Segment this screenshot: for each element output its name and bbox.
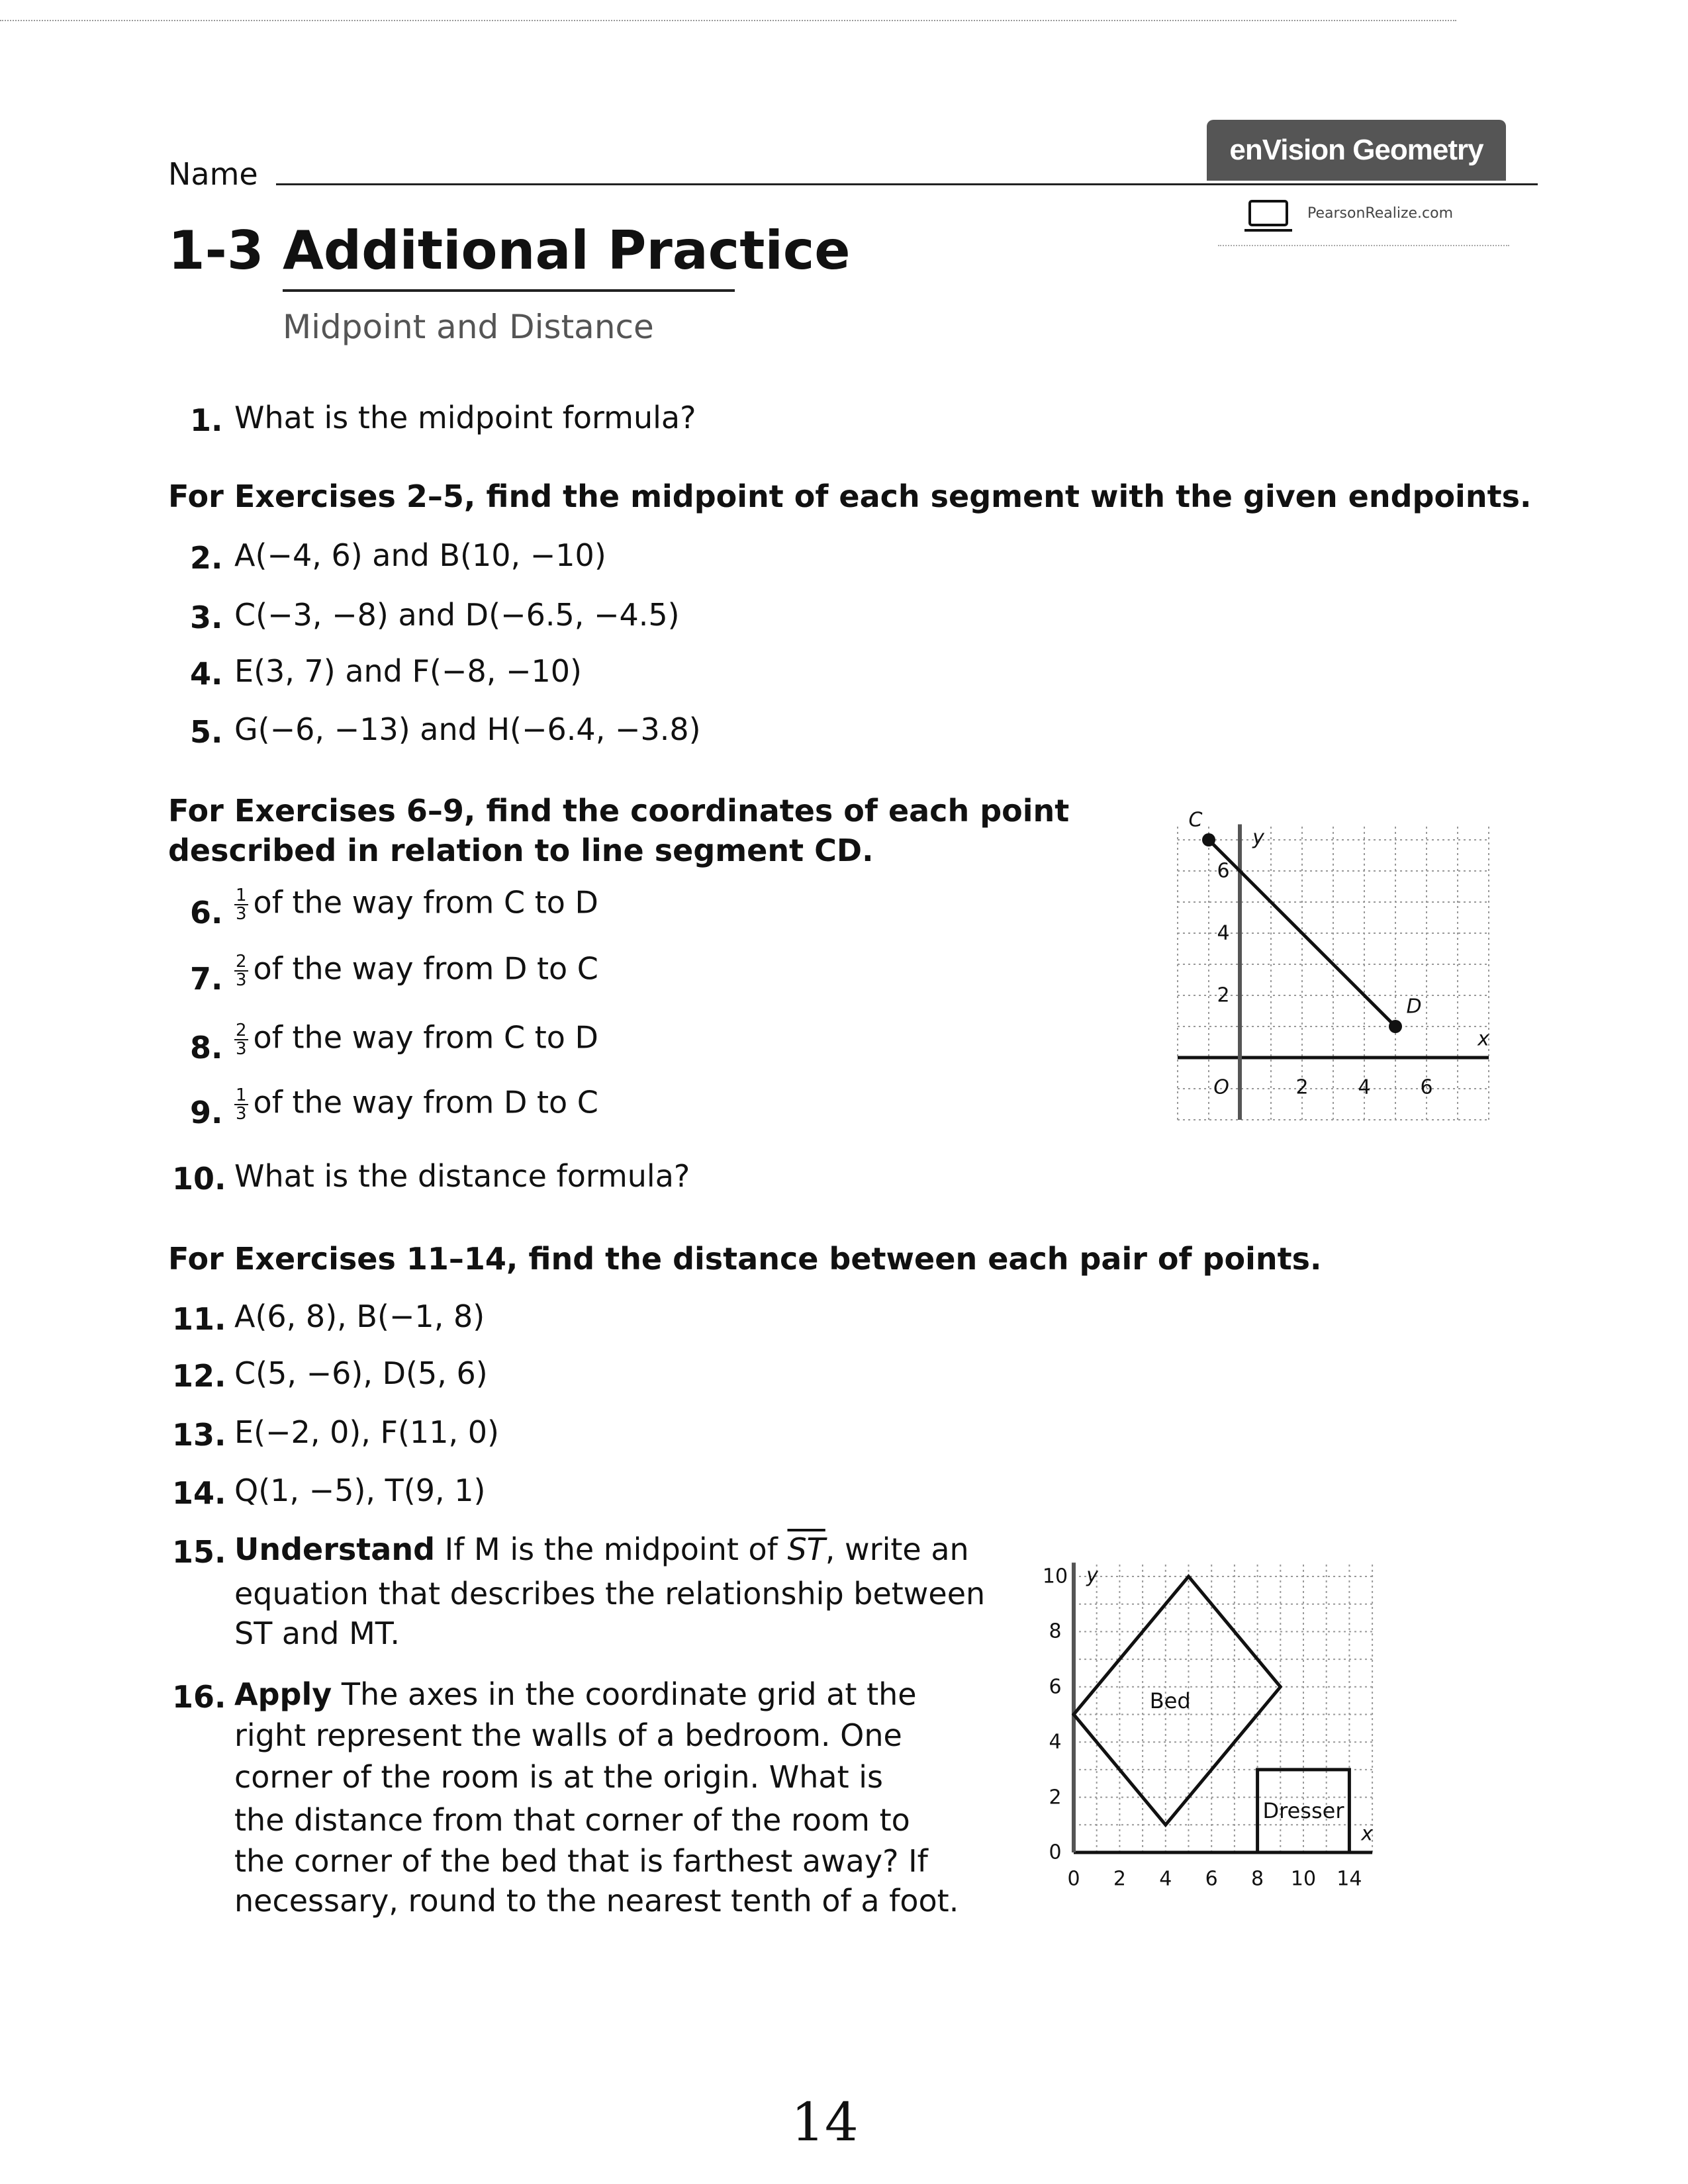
q16-label: Apply	[234, 1676, 332, 1712]
x-tick-label: 14	[1336, 1867, 1362, 1891]
q5-text: G(−6, −13) and H(−6.4, −3.8)	[234, 711, 701, 747]
instructions-6-9-cont: described in relation to line segment CD.	[168, 833, 874, 868]
y-tick-label: 0	[1049, 1841, 1062, 1864]
q11-text: A(6, 8), B(−1, 8)	[234, 1298, 485, 1334]
point-label: C	[1188, 808, 1203, 832]
q13-text: E(−2, 0), F(11, 0)	[234, 1414, 499, 1450]
y-tick-label: 2	[1049, 1786, 1062, 1809]
x-axis-label: x	[1477, 1027, 1489, 1051]
y-tick-label: 4	[1049, 1730, 1062, 1754]
dresser-label: Dresser	[1262, 1798, 1344, 1824]
y-tick-label: 10	[1042, 1565, 1068, 1588]
q1-text: What is the midpoint formula?	[234, 400, 696, 435]
y-tick-label: 8	[1049, 1619, 1062, 1643]
q15-line2: equation that describes the relationship between	[234, 1576, 986, 1612]
q16-line6: necessary, round to the nearest tenth of a foot.	[234, 1883, 959, 1919]
q16-line5: the corner of the bed that is farthest away? If	[234, 1843, 928, 1879]
q2-number: 2.	[190, 540, 223, 576]
point-c	[1202, 833, 1215, 846]
numerator: 1	[236, 886, 247, 905]
y-axis-label: y	[1086, 1564, 1098, 1588]
x-tick-label: 0	[1067, 1867, 1080, 1891]
q8-phrase: of the way from C to D	[253, 1019, 598, 1056]
x-axis-label: x	[1361, 1822, 1373, 1846]
q14-number: 14.	[172, 1475, 226, 1511]
segment-st: $\overline{ST}$	[787, 1531, 825, 1567]
q7-phrase: of the way from D to C	[253, 950, 598, 987]
denominator: 3	[236, 970, 247, 990]
q3-number: 3.	[190, 600, 223, 635]
q9-phrase: of the way from D to C	[253, 1084, 598, 1120]
y-tick-label: 4	[1217, 921, 1230, 945]
brand-logo: enVision Geometry	[1207, 120, 1506, 181]
q7-number: 7.	[190, 961, 223, 997]
numerator: 2	[236, 952, 247, 972]
q4-text: E(3, 7) and F(−8, −10)	[234, 653, 583, 689]
q3-text: C(−3, −8) and D(−6.5, −4.5)	[234, 597, 680, 633]
q6-phrase: of the way from C to D	[253, 884, 598, 921]
y-tick-label: 6	[1217, 859, 1230, 883]
point-label: D	[1406, 995, 1422, 1019]
q9-number: 9.	[190, 1095, 223, 1130]
page-title: Additional Practice	[283, 220, 851, 281]
lesson-number: 1-3	[168, 220, 264, 281]
page-subtitle: Midpoint and Distance	[283, 308, 654, 346]
origin-label: O	[1213, 1075, 1229, 1099]
denominator: 3	[236, 904, 247, 924]
name-label: Name	[168, 156, 258, 192]
q15-text-a: If M is the midpoint of	[435, 1531, 788, 1567]
q14-text: Q(1, −5), T(9, 1)	[234, 1473, 486, 1508]
instructions-2-5: For Exercises 2–5, find the midpoint of each segment with the given endpoints.	[168, 478, 1532, 514]
x-tick-label: 10	[1290, 1867, 1317, 1891]
y-tick-label: 2	[1217, 983, 1230, 1007]
y-axis-label: y	[1252, 826, 1264, 849]
point-d	[1389, 1020, 1402, 1033]
x-tick-label: 8	[1251, 1867, 1264, 1891]
page-number-handwritten: 14	[791, 2091, 859, 2153]
instructions-6-9: For Exercises 6–9, find the coordinates of each point	[168, 793, 1070, 829]
q16-line4: the distance from that corner of the room to	[234, 1802, 910, 1838]
q6-number: 6.	[190, 895, 223, 931]
q11-number: 11.	[172, 1301, 226, 1337]
q1-number: 1.	[190, 402, 223, 438]
x-tick-label: 2	[1113, 1867, 1126, 1891]
instructions-11-14: For Exercises 11–14, find the distance between each pair of points.	[168, 1241, 1322, 1277]
q15-text-b: , write an	[825, 1531, 969, 1567]
q15-number: 15.	[172, 1534, 226, 1570]
q12-number: 12.	[172, 1358, 226, 1394]
q15-label: Understand	[234, 1531, 435, 1567]
denominator: 3	[236, 1039, 247, 1059]
q12-text: C(5, −6), D(5, 6)	[234, 1355, 488, 1391]
numerator: 2	[236, 1021, 247, 1040]
q13-number: 13.	[172, 1417, 226, 1453]
x-tick-label: 4	[1159, 1867, 1172, 1891]
denominator: 3	[236, 1104, 247, 1124]
q16-number: 16.	[172, 1679, 226, 1715]
x-tick-label: 6	[1420, 1075, 1433, 1099]
q15-line3: ST and MT.	[234, 1615, 400, 1651]
y-tick-label: 6	[1049, 1675, 1062, 1699]
q2-text: A(−4, 6) and B(10, −10)	[234, 537, 606, 573]
x-tick-label: 6	[1205, 1867, 1218, 1891]
numerator: 1	[236, 1085, 247, 1105]
q4-number: 4.	[190, 656, 223, 692]
q16-line2: right represent the walls of a bedroom. One	[234, 1717, 902, 1753]
bed-label: Bed	[1149, 1688, 1191, 1713]
q5-number: 5.	[190, 714, 223, 750]
site-link[interactable]: PearsonRealize.com	[1307, 205, 1454, 222]
x-tick-label: 2	[1295, 1075, 1309, 1099]
q16-line3: corner of the room is at the origin. What is	[234, 1759, 883, 1795]
x-tick-label: 4	[1358, 1075, 1371, 1099]
q10-number: 10.	[172, 1161, 226, 1197]
q10-text: What is the distance formula?	[234, 1158, 690, 1194]
q16-text: The axes in the coordinate grid at the	[332, 1676, 917, 1712]
q8-number: 8.	[190, 1030, 223, 1066]
